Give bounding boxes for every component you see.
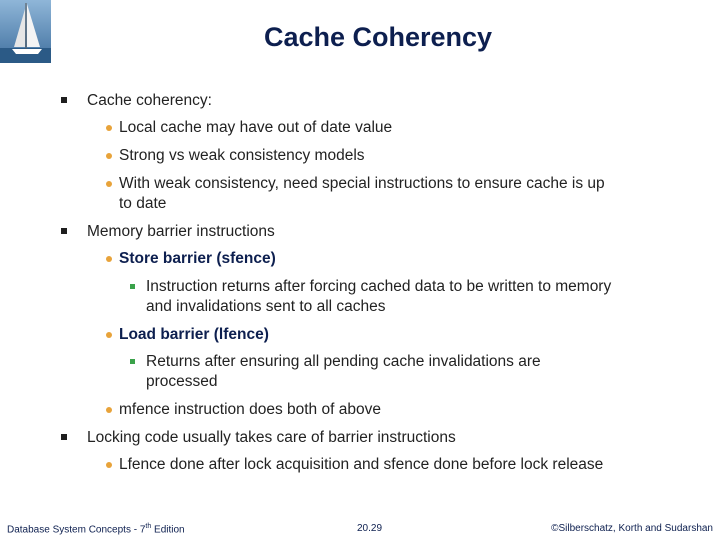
- bullet-dot-icon: [106, 462, 112, 468]
- slide-title: Cache Coherency: [263, 22, 493, 52]
- bullet-dot-icon: [106, 407, 112, 413]
- bullet-weak-consistency-line2: to date: [119, 195, 167, 212]
- bullet-dot-icon: [106, 125, 112, 131]
- bullet-consistency-models: Strong vs weak consistency models: [119, 147, 365, 164]
- bullet-load-barrier-detail-line2: processed: [146, 373, 218, 390]
- bullet-dot-icon: [106, 256, 112, 262]
- bullet-store-barrier-detail-line1: Instruction returns after forcing cached data to be written to memory: [146, 278, 612, 295]
- bullet-square-icon: [61, 228, 67, 234]
- bullet-weak-consistency-line1: With weak consistency, need special instructions to ensure cache is up: [119, 175, 605, 192]
- footer-page-number: 20.29: [357, 523, 383, 534]
- footer-edition-superscript: th: [145, 523, 152, 530]
- bullet-locking-code: Locking code usually takes care of barrier instructions: [87, 429, 456, 446]
- bullet-square-icon: [61, 97, 67, 103]
- bullet-square-icon: [61, 434, 67, 440]
- bullet-lfence-sfence: Lfence done after lock acquisition and sfence done before lock release: [119, 456, 604, 473]
- bullet-dot-icon: [106, 153, 112, 159]
- bullet-dot-icon: [106, 332, 112, 338]
- bullet-load-barrier-detail-line1: Returns after ensuring all pending cache invalidations are: [146, 353, 541, 370]
- bullet-small-square-icon: [130, 359, 135, 364]
- bullet-small-square-icon: [130, 284, 135, 289]
- footer-copyright: ©Silberschatz, Korth and Sudarshan: [551, 523, 713, 534]
- bullet-local-cache: Local cache may have out of date value: [119, 119, 393, 136]
- bullet-store-barrier-detail-line2: and invalidations sent to all caches: [146, 298, 386, 315]
- bullet-cache-coherency: Cache coherency:: [87, 92, 212, 109]
- bullet-memory-barrier: Memory barrier instructions: [87, 223, 275, 240]
- footer-book-title: [7, 523, 185, 535]
- bullet-store-barrier: Store barrier (sfence): [119, 250, 276, 267]
- bullet-load-barrier: Load barrier (lfence): [119, 326, 269, 343]
- footer-book-title-prefix: Database System Concepts - 7: [7, 524, 146, 536]
- bullet-dot-icon: [106, 181, 112, 187]
- bullet-mfence: mfence instruction does both of above: [119, 401, 381, 418]
- footer-book-title-suffix: Edition: [151, 524, 185, 536]
